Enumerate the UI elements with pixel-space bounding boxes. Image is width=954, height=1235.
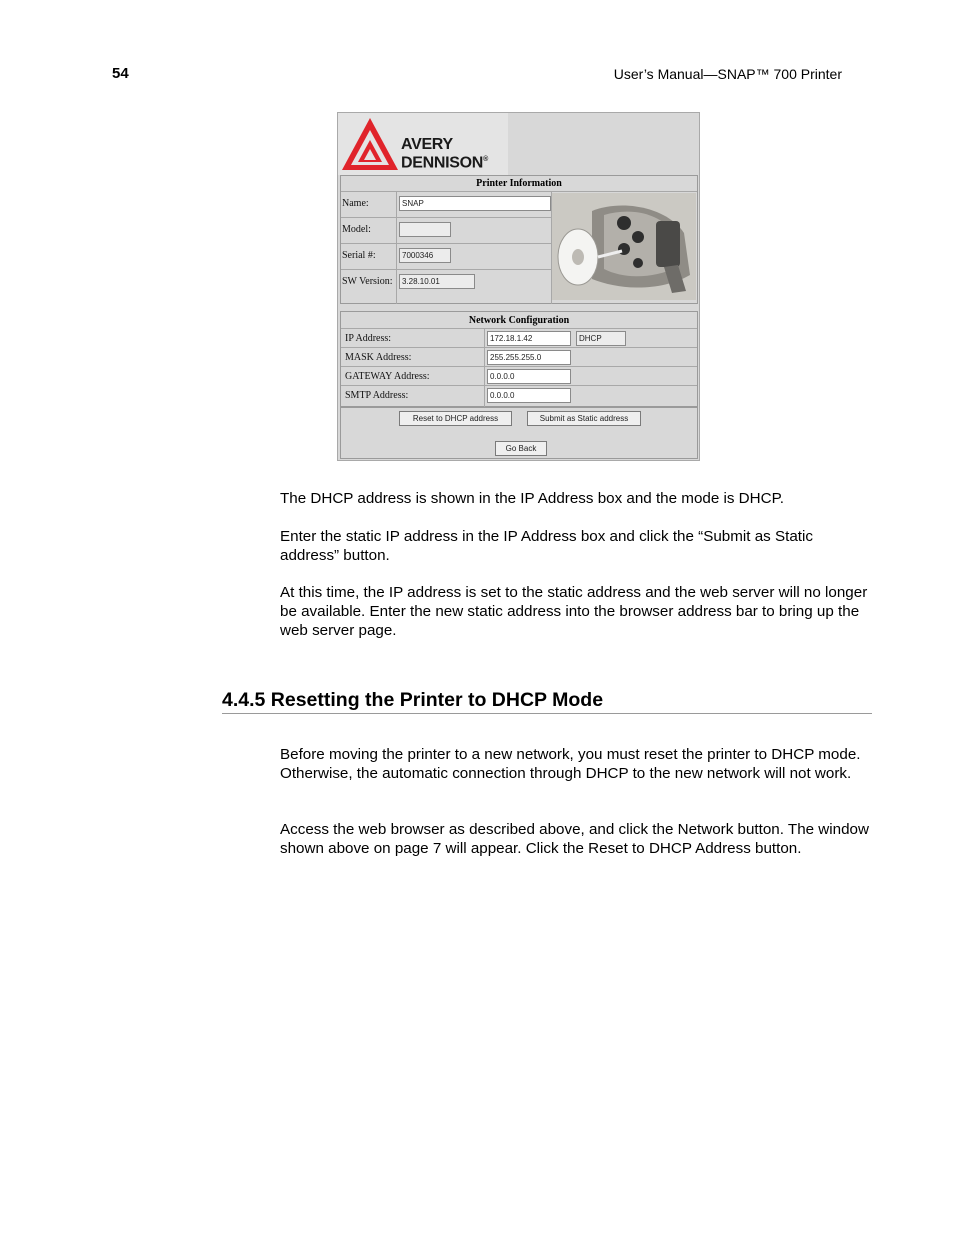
mask-address-field[interactable]: 255.255.255.0 bbox=[487, 350, 571, 365]
printer-photo bbox=[552, 193, 696, 300]
smtp-address-field[interactable]: 0.0.0.0 bbox=[487, 388, 571, 403]
go-back-button[interactable]: Go Back bbox=[495, 441, 547, 456]
printer-information-title: Printer Information bbox=[476, 178, 562, 189]
paragraph-static-set: At this time, the IP address is set to the static address and the web server will no longer be available. Enter the new static address into the browser address bar to bring up the web server page. bbox=[280, 584, 868, 639]
section-heading: 4.4.5 Resetting the Printer to DHCP Mode bbox=[222, 689, 872, 714]
avery-dennison-logo-icon bbox=[341, 116, 399, 172]
paragraph-enter-static: Enter the static IP address in the IP Address box and click the “Submit as Static address” button. bbox=[280, 528, 813, 564]
serial-label: Serial #: bbox=[342, 250, 376, 261]
paragraph-before-moving: Before moving the printer to a new network, you must reset the printer to DHCP mode. Otherwise, the automatic connection through DHCP to the new network will not work. bbox=[280, 746, 861, 782]
logo-area bbox=[338, 113, 508, 175]
mask-address-label: MASK Address: bbox=[345, 352, 412, 363]
model-label: Model: bbox=[342, 224, 371, 235]
paragraph-dhcp-shown: The DHCP address is shown in the IP Address box and the mode is DHCP. bbox=[280, 490, 784, 507]
ip-address-field[interactable]: 172.18.1.42 bbox=[487, 331, 571, 346]
reset-to-dhcp-button[interactable]: Reset to DHCP address bbox=[399, 411, 512, 426]
name-label: Name: bbox=[342, 198, 369, 209]
submit-as-static-button[interactable]: Submit as Static address bbox=[527, 411, 641, 426]
network-configuration-title: Network Configuration bbox=[468, 315, 570, 326]
printer-web-page-screenshot bbox=[337, 112, 700, 461]
sw-version-label: SW Version: bbox=[342, 276, 393, 287]
printer-photo-image bbox=[552, 193, 696, 300]
brand-name: AVERY DENNISON® bbox=[401, 136, 488, 172]
ip-address-label: IP Address: bbox=[345, 333, 392, 344]
page-number: 54 bbox=[112, 65, 129, 82]
gateway-address-label: GATEWAY Address: bbox=[345, 371, 430, 382]
network-configuration-panel bbox=[340, 311, 698, 407]
gateway-address-field[interactable]: 0.0.0.0 bbox=[487, 369, 571, 384]
serial-field: 7000346 bbox=[399, 248, 451, 263]
ip-mode-field: DHCP bbox=[576, 331, 626, 346]
button-area bbox=[340, 407, 698, 459]
sw-version-field: 3.28.10.01 bbox=[399, 274, 475, 289]
paragraph-access-browser: Access the web browser as described above, and click the Network button. The window shown above on page 7 will appear. Click the Reset to DHCP Address button. bbox=[280, 821, 869, 857]
model-field bbox=[399, 222, 451, 237]
smtp-address-label: SMTP Address: bbox=[345, 390, 409, 401]
name-field[interactable]: SNAP bbox=[399, 196, 551, 211]
running-header: User’s Manual—SNAP™ 700 Printer bbox=[613, 66, 842, 82]
